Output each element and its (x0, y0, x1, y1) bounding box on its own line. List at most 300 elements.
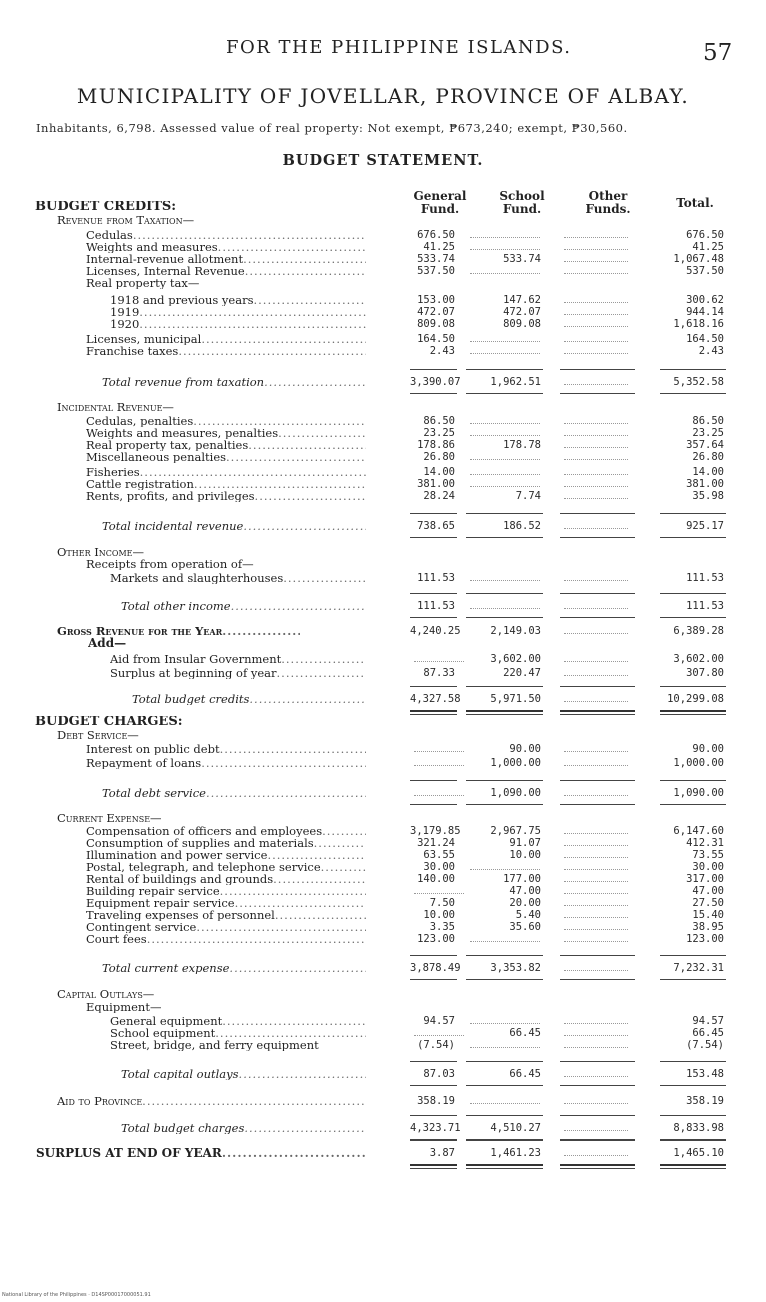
row-label: Contingent service ..... (86, 921, 366, 933)
table-row (0, 345, 766, 357)
table-row (0, 490, 766, 502)
total-rule-below (660, 804, 726, 805)
row-label-wrap (102, 787, 366, 799)
table-row (0, 743, 766, 755)
row-label-wrap (86, 861, 366, 873)
row-label-wrap (86, 229, 366, 241)
cell-general: 809.08 (417, 318, 455, 330)
cell-school-empty (470, 580, 540, 581)
cell-general: 3.87 (429, 1147, 455, 1159)
cell-total: 23.25 (692, 427, 724, 439)
cell-general: 86.50 (423, 415, 455, 427)
cell-school: 1,000.00 (490, 757, 541, 769)
cell-other-empty (564, 1023, 628, 1024)
cell-general: 94.57 (423, 1015, 455, 1027)
cell-total: 537.50 (686, 265, 724, 277)
row-label-wrap (132, 693, 366, 705)
table-row (0, 849, 766, 861)
row-label: Equipment repair service ..... (86, 897, 366, 909)
row-label-wrap (86, 885, 366, 897)
cell-total: 3,602.00 (673, 653, 724, 665)
total-rule-above (560, 1115, 635, 1116)
cell-general: 537.50 (417, 265, 455, 277)
total-rule-above (660, 1115, 726, 1116)
row-label: Weights and measures, penalties ..... (86, 427, 366, 439)
inhabitants-line: Inhabitants, 6,798. Assessed value of real property: Not exempt, ₱673,240; exempt, ₱30,560. (36, 121, 628, 135)
total-rule-above (560, 955, 635, 956)
table-row (0, 757, 766, 769)
row-label: Traveling expenses of personnel ..... (86, 909, 366, 921)
row-label-wrap (86, 333, 366, 345)
page-number: 57 (703, 40, 733, 66)
cell-general: 738.65 (417, 520, 455, 532)
row-label-wrap (86, 743, 366, 755)
total-rule-above (410, 593, 457, 594)
cell-other-empty (564, 1130, 628, 1131)
table-row (0, 214, 766, 226)
total-rule-above (560, 1061, 635, 1062)
table-row (0, 825, 766, 837)
cell-other-empty (564, 273, 628, 274)
cell-total: 7,232.31 (673, 962, 724, 974)
total-rule-below (466, 804, 543, 805)
cell-other-empty (564, 326, 628, 327)
double-rule (660, 1168, 726, 1169)
total-rule-below (410, 804, 457, 805)
cell-total: 47.00 (692, 885, 724, 897)
cell-total: 90.00 (692, 743, 724, 755)
cell-total: 153.48 (686, 1068, 724, 1080)
row-label-wrap (110, 1027, 366, 1039)
cell-school: 186.52 (503, 520, 541, 532)
cell-school: 7.74 (515, 490, 541, 502)
row-label: Total budget credits ..... (132, 693, 366, 705)
cell-total: 676.50 (686, 229, 724, 241)
cell-school-empty (470, 474, 540, 475)
total-rule-above (466, 513, 543, 514)
row-label-wrap (57, 546, 417, 558)
cell-school-empty (470, 1103, 540, 1104)
cell-total: 317.00 (686, 873, 724, 885)
total-rule-above (660, 955, 726, 956)
total-rule-above (560, 780, 635, 781)
cell-other-empty (564, 314, 628, 315)
cell-other-empty (564, 941, 628, 942)
table-row (0, 333, 766, 345)
row-label: 1919 ..... (110, 306, 366, 318)
cell-general-empty (414, 751, 464, 752)
cell-other-empty (564, 893, 628, 894)
table-row (0, 376, 766, 388)
table-row (0, 306, 766, 318)
cell-other-empty (564, 474, 628, 475)
table-row (0, 625, 766, 637)
total-rule-below (410, 1164, 457, 1166)
table-row (0, 873, 766, 885)
cell-general: 4,240.25 (410, 625, 461, 637)
table-row (0, 667, 766, 679)
cell-school-empty (470, 353, 540, 354)
row-label: Rental of buildings and grounds ..... (86, 873, 366, 885)
cell-other-empty (564, 261, 628, 262)
row-label-wrap (86, 277, 446, 289)
total-rule-above (466, 955, 543, 956)
row-label: Total budget charges ..... (121, 1122, 366, 1134)
total-rule-above (560, 1140, 635, 1141)
cell-school: 91.07 (509, 837, 541, 849)
row-label-wrap (57, 401, 417, 413)
table-row (0, 439, 766, 451)
row-label: Cedulas, penalties ..... (86, 415, 366, 427)
cell-other-empty (564, 341, 628, 342)
cell-school-empty (470, 1047, 540, 1048)
cell-school: 5,971.50 (490, 693, 541, 705)
cell-school: 4,510.27 (490, 1122, 541, 1134)
cell-total: 10,299.08 (667, 693, 724, 705)
cell-school: 533.74 (503, 253, 541, 265)
double-rule (660, 714, 726, 715)
double-rule (466, 714, 543, 715)
row-label: Franchise taxes ..... (86, 345, 366, 357)
cell-total: 358.19 (686, 1095, 724, 1107)
row-label: Aid from Insular Government ..... (110, 653, 366, 665)
total-rule-below (410, 537, 457, 538)
cell-general: 472.07 (417, 306, 455, 318)
cell-total: 38.95 (692, 921, 724, 933)
cell-general-empty (414, 1035, 464, 1036)
cell-other-empty (564, 795, 628, 796)
total-rule-above (560, 513, 635, 514)
cell-school: 5.40 (515, 909, 541, 921)
col-header-general: General Fund. (413, 189, 467, 216)
cell-other-empty (564, 1035, 628, 1036)
cell-total: 1,465.10 (673, 1147, 724, 1159)
total-rule-below (466, 537, 543, 538)
total-rule-above (410, 955, 457, 956)
total-rule-below (660, 617, 726, 618)
row-label-wrap (86, 757, 366, 769)
row-label: Court fees ..... (86, 933, 366, 945)
cell-school: 47.00 (509, 885, 541, 897)
cell-school: 1,090.00 (490, 787, 541, 799)
cell-other-empty (564, 302, 628, 303)
cell-total: 1,090.00 (673, 787, 724, 799)
row-label: Gross Revenue for the Year ..... (57, 625, 300, 637)
row-label: Internal-revenue allotment ..... (86, 253, 366, 265)
table-row (0, 637, 766, 649)
row-label: 1918 and previous years ..... (110, 294, 366, 306)
row-label-wrap (102, 376, 366, 388)
row-label: Total current expense ..... (102, 962, 366, 974)
table-row (0, 451, 766, 463)
row-label-wrap (35, 201, 395, 213)
cell-general: 321.24 (417, 837, 455, 849)
cell-school: 90.00 (509, 743, 541, 755)
row-label-wrap (110, 294, 366, 306)
total-rule-above (410, 369, 457, 370)
row-label-wrap (86, 933, 366, 945)
cell-general: 676.50 (417, 229, 455, 241)
row-label-wrap (110, 667, 366, 679)
cell-school: 35.60 (509, 921, 541, 933)
row-label: Add— (88, 637, 127, 649)
cell-school: 809.08 (503, 318, 541, 330)
table-row (0, 1147, 766, 1159)
row-label-wrap (86, 558, 446, 570)
row-label-wrap (57, 1095, 366, 1107)
row-label: Licenses, municipal ..... (86, 333, 366, 345)
table-row (0, 909, 766, 921)
row-label: Real property tax, penalties ..... (86, 439, 366, 451)
total-rule-above (466, 1061, 543, 1062)
col-header-other: Other Funds. (585, 189, 631, 216)
cell-general: 23.25 (423, 427, 455, 439)
total-rule-below (466, 1085, 543, 1086)
row-label-wrap (110, 318, 366, 330)
row-label-wrap (57, 625, 300, 637)
total-rule-above (466, 369, 543, 370)
cell-total: 357.64 (686, 439, 724, 451)
total-rule-below (410, 979, 457, 980)
total-rule-below (660, 393, 726, 394)
cell-school: 66.45 (509, 1027, 541, 1039)
table-row (0, 837, 766, 849)
cell-total: 94.57 (692, 1015, 724, 1027)
cell-other-empty (564, 447, 628, 448)
cell-general-empty (414, 795, 464, 796)
row-label: Revenue from Taxation— (57, 214, 195, 226)
cell-general: 123.00 (417, 933, 455, 945)
cell-school: 3,353.82 (490, 962, 541, 974)
total-rule-above (466, 1140, 543, 1141)
table-row (0, 294, 766, 306)
table-row (0, 812, 766, 824)
row-label: BUDGET CHARGES: (35, 716, 183, 728)
row-label-wrap (86, 1001, 446, 1013)
row-label: 1920 ..... (110, 318, 366, 330)
cell-other-empty (564, 1103, 628, 1104)
total-rule-below (466, 979, 543, 980)
row-label: General equipment ..... (110, 1015, 366, 1027)
cell-school-empty (470, 1023, 540, 1024)
cell-general: 4,327.58 (410, 693, 461, 705)
table-row (0, 253, 766, 265)
table-row (0, 729, 766, 741)
total-rule-below (560, 979, 635, 980)
cell-general: 14.00 (423, 466, 455, 478)
cell-total: 86.50 (692, 415, 724, 427)
row-label: SURPLUS AT END OF YEAR ..... (36, 1147, 366, 1159)
row-label: Licenses, Internal Revenue ..... (86, 265, 366, 277)
total-rule-above (410, 1115, 457, 1116)
row-label: Debt Service— (57, 729, 139, 741)
cell-other-empty (564, 970, 628, 971)
cell-total: 925.17 (686, 520, 724, 532)
row-label-wrap (86, 265, 366, 277)
cell-other-empty (564, 661, 628, 662)
cell-other-empty (564, 905, 628, 906)
cell-general: 164.50 (417, 333, 455, 345)
row-label: Compensation of officers and employees ..... (86, 825, 366, 837)
row-label-wrap (36, 1147, 366, 1159)
cell-total: (7.54) (686, 1039, 724, 1051)
cell-other-empty (564, 528, 628, 529)
cell-total: 111.53 (686, 572, 724, 584)
row-label-wrap (86, 345, 366, 357)
cell-general-empty (414, 893, 464, 894)
total-rule-above (410, 1061, 457, 1062)
table-row (0, 241, 766, 253)
cell-school: 178.78 (503, 439, 541, 451)
row-label: Postal, telegraph, and telephone service ..... (86, 861, 366, 873)
cell-total: 944.14 (686, 306, 724, 318)
total-rule-above (660, 369, 726, 370)
cell-other-empty (564, 857, 628, 858)
row-label-wrap (86, 478, 366, 490)
double-rule (410, 714, 457, 715)
cell-general: 4,323.71 (410, 1122, 461, 1134)
cell-total: 381.00 (686, 478, 724, 490)
total-rule-below (410, 393, 457, 394)
total-rule-above (560, 369, 635, 370)
total-rule-above (660, 513, 726, 514)
total-rule-below (560, 393, 635, 394)
row-label: Total incidental revenue ..... (102, 520, 366, 532)
table-row (0, 265, 766, 277)
table-row (0, 401, 766, 413)
col-header-school: School Fund. (499, 189, 545, 216)
table-row (0, 1015, 766, 1027)
cell-total: 6,147.60 (673, 825, 724, 837)
cell-other-empty (564, 486, 628, 487)
table-row (0, 1068, 766, 1080)
cell-school-empty (470, 869, 540, 870)
cell-general: 7.50 (429, 897, 455, 909)
cell-school: 10.00 (509, 849, 541, 861)
total-rule-above (410, 513, 457, 514)
row-label-wrap (86, 837, 366, 849)
row-label-wrap (86, 451, 366, 463)
table-row (0, 546, 766, 558)
total-rule-below (466, 1164, 543, 1166)
cell-other-empty (564, 881, 628, 882)
row-label-wrap (102, 962, 366, 974)
row-label-wrap (88, 637, 448, 649)
cell-general: 111.53 (417, 572, 455, 584)
row-label-wrap (102, 520, 366, 532)
table-row (0, 861, 766, 873)
total-rule-above (466, 780, 543, 781)
row-label-wrap (110, 306, 366, 318)
total-rule-below (560, 1164, 635, 1166)
cell-general: 533.74 (417, 253, 455, 265)
total-rule-above (660, 1140, 726, 1141)
row-label: Aid to Province ..... (57, 1095, 366, 1107)
table-row (0, 520, 766, 532)
cell-general: 2.43 (429, 345, 455, 357)
row-label: Capital Outlays— (57, 988, 155, 1000)
cell-total: 5,352.58 (673, 376, 724, 388)
table-row (0, 1027, 766, 1039)
cell-other-empty (564, 237, 628, 238)
table-row (0, 277, 766, 289)
cell-other-empty (564, 917, 628, 918)
cell-total: 73.55 (692, 849, 724, 861)
table-row (0, 1001, 766, 1013)
total-rule-above (466, 1115, 543, 1116)
row-label: Illumination and power service ..... (86, 849, 366, 861)
cell-school-empty (470, 459, 540, 460)
table-row (0, 1039, 766, 1051)
total-rule-above (560, 593, 635, 594)
cell-total: 307.80 (686, 667, 724, 679)
row-label-wrap (86, 873, 366, 885)
cell-other-empty (564, 675, 628, 676)
total-rule-below (560, 537, 635, 538)
municipality-title: MUNICIPALITY OF JOVELLAR, PROVINCE OF ALBAY. (76, 84, 690, 108)
row-label-wrap (110, 1015, 366, 1027)
table-row (0, 478, 766, 490)
cell-general-empty (414, 661, 464, 662)
total-rule-below (660, 710, 726, 712)
row-label-wrap (86, 439, 366, 451)
row-label-wrap (57, 729, 417, 741)
row-label-wrap (121, 1122, 366, 1134)
cell-school: 2,149.03 (490, 625, 541, 637)
row-label: Markets and slaughterhouses ..... (110, 572, 366, 584)
cell-general: 87.33 (423, 667, 455, 679)
total-rule-above (660, 780, 726, 781)
cell-general: 178.86 (417, 439, 455, 451)
double-rule (560, 714, 635, 715)
row-label-wrap (86, 897, 366, 909)
cell-total: 123.00 (686, 933, 724, 945)
cell-general: 28.24 (423, 490, 455, 502)
cell-general-empty (414, 765, 464, 766)
cell-general: 153.00 (417, 294, 455, 306)
cell-other-empty (564, 249, 628, 250)
table-row (0, 415, 766, 427)
cell-school-empty (470, 435, 540, 436)
table-row (0, 933, 766, 945)
row-label: Repayment of loans ..... (86, 757, 366, 769)
row-label-wrap (86, 825, 366, 837)
row-label-wrap (35, 716, 395, 728)
table-row (0, 693, 766, 705)
budget-statement-heading: BUDGET STATEMENT. (282, 152, 484, 169)
table-row (0, 897, 766, 909)
total-rule-below (660, 1164, 726, 1166)
cell-other-empty (564, 929, 628, 930)
cell-total: 30.00 (692, 861, 724, 873)
row-label-wrap (110, 653, 366, 665)
cell-other-empty (564, 633, 628, 634)
row-label: Building repair service ..... (86, 885, 366, 897)
row-label-wrap (86, 415, 366, 427)
cell-total: 26.80 (692, 451, 724, 463)
cell-school: 20.00 (509, 897, 541, 909)
row-label-wrap (57, 988, 417, 1000)
cell-general: 26.80 (423, 451, 455, 463)
cell-school-empty (470, 341, 540, 342)
row-label: Consumption of supplies and materials ..... (86, 837, 366, 849)
cell-general: 3,878.49 (410, 962, 461, 974)
double-rule (560, 1168, 635, 1169)
cell-general: 140.00 (417, 873, 455, 885)
cell-school-empty (470, 273, 540, 274)
cell-total: 300.62 (686, 294, 724, 306)
total-rule-above (660, 593, 726, 594)
